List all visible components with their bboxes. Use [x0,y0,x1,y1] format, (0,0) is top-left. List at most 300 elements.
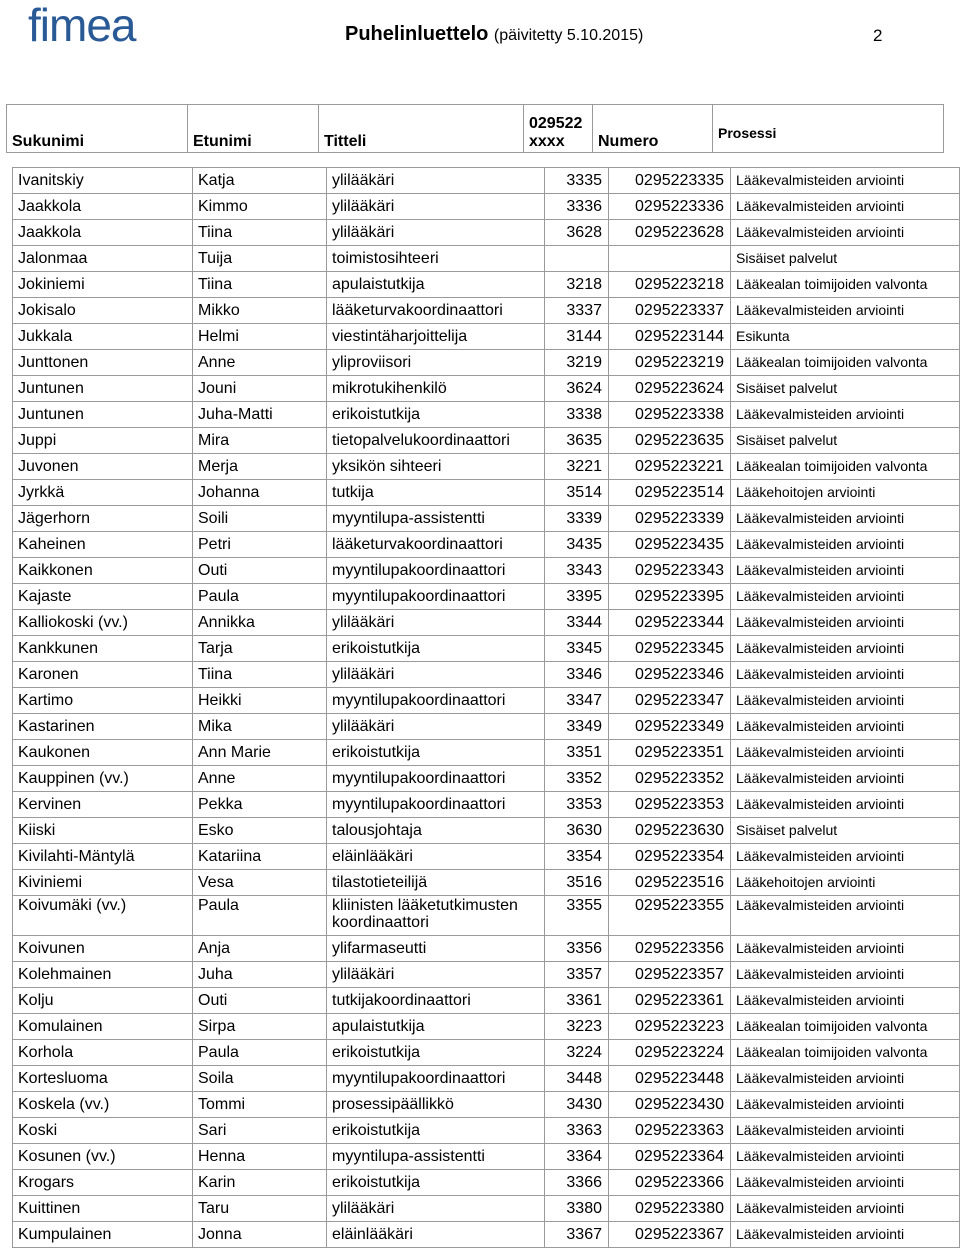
cell-prosessi: Lääkevalmisteiden arviointi [731,766,960,792]
cell-sukunimi: Kivilahti-Mäntylä [13,844,193,870]
table-row [13,896,960,936]
cell-prosessi: Lääkevalmisteiden arviointi [731,194,960,220]
cell-prosessi: Lääkevalmisteiden arviointi [731,844,960,870]
cell-numero: 0295223219 [609,350,731,376]
cell-extension: 3356 [545,936,609,962]
cell-titteli: ylilääkäri [327,714,545,740]
cell-sukunimi: Kaukonen [13,740,193,766]
cell-extension: 3338 [545,402,609,428]
cell-etunimi: Anne [193,766,327,792]
col-sukunimi: Sukunimi [7,105,188,153]
cell-titteli: eläinlääkäri [327,1222,545,1248]
cell-numero: 0295223448 [609,1066,731,1092]
cell-prosessi: Sisäiset palvelut [731,818,960,844]
cell-sukunimi: Kaheinen [13,532,193,558]
cell-extension: 3357 [545,962,609,988]
cell-titteli: erikoistutkija [327,740,545,766]
cell-sukunimi: Kartimo [13,688,193,714]
cell-sukunimi: Kortesluoma [13,1066,193,1092]
cell-prosessi: Lääkevalmisteiden arviointi [731,584,960,610]
cell-sukunimi: Kankkunen [13,636,193,662]
cell-prosessi: Lääkehoitojen arviointi [731,870,960,896]
cell-prosessi: Lääkevalmisteiden arviointi [731,506,960,532]
cell-prosessi: Lääkehoitojen arviointi [731,480,960,506]
cell-etunimi: Juha-Matti [193,402,327,428]
cell-numero: 0295223624 [609,376,731,402]
cell-etunimi: Anne [193,350,327,376]
cell-etunimi: Karin [193,1170,327,1196]
cell-etunimi: Helmi [193,324,327,350]
cell-prosessi: Esikunta [731,324,960,350]
table-row [13,1092,960,1118]
cell-etunimi: Mika [193,714,327,740]
cell-etunimi: Ann Marie [193,740,327,766]
cell-sukunimi: Jokiniemi [13,272,193,298]
cell-titteli: ylilääkäri [327,962,545,988]
cell-numero: 0295223635 [609,428,731,454]
cell-extension: 3344 [545,610,609,636]
cell-extension: 3219 [545,350,609,376]
cell-prosessi: Lääkealan toimijoiden valvonta [731,272,960,298]
cell-titteli: myyntilupakoordinaattori [327,584,545,610]
table-row [13,988,960,1014]
table-row [13,584,960,610]
cell-titteli: erikoistutkija [327,402,545,428]
cell-titteli: prosessipäällikkö [327,1092,545,1118]
cell-sukunimi: Jyrkkä [13,480,193,506]
cell-prosessi: Sisäiset palvelut [731,376,960,402]
cell-extension: 3395 [545,584,609,610]
table-row [13,1118,960,1144]
cell-prosessi: Lääkevalmisteiden arviointi [731,988,960,1014]
col-titteli: Titteli [319,105,524,153]
cell-titteli: ylilääkäri [327,168,545,194]
cell-numero: 0295223367 [609,1222,731,1248]
cell-extension: 3516 [545,870,609,896]
cell-extension: 3354 [545,844,609,870]
cell-sukunimi: Kumpulainen [13,1222,193,1248]
cell-sukunimi: Ivanitskiy [13,168,193,194]
cell-titteli: talousjohtaja [327,818,545,844]
cell-extension: 3335 [545,168,609,194]
cell-extension: 3351 [545,740,609,766]
cell-sukunimi: Kastarinen [13,714,193,740]
cell-sukunimi: Korhola [13,1040,193,1066]
table-row [13,1014,960,1040]
cell-sukunimi: Juppi [13,428,193,454]
cell-titteli: tietopalvelukoordinaattori [327,428,545,454]
cell-numero: 0295223336 [609,194,731,220]
cell-sukunimi: Kolju [13,988,193,1014]
cell-sukunimi: Jaakkola [13,220,193,246]
cell-extension: 3430 [545,1092,609,1118]
cell-extension: 3349 [545,714,609,740]
cell-etunimi: Soila [193,1066,327,1092]
cell-titteli: ylilääkäri [327,610,545,636]
cell-prosessi: Lääkevalmisteiden arviointi [731,1118,960,1144]
cell-numero: 0295223144 [609,324,731,350]
cell-sukunimi: Koskela (vv.) [13,1092,193,1118]
cell-prosessi: Lääkevalmisteiden arviointi [731,1092,960,1118]
cell-titteli: myyntilupa-assistentti [327,1144,545,1170]
cell-sukunimi: Kiiski [13,818,193,844]
cell-etunimi: Tarja [193,636,327,662]
table-row [13,194,960,220]
table-row [13,1144,960,1170]
table-row [13,818,960,844]
updated-date: (päivitetty 5.10.2015) [493,27,644,44]
cell-extension: 3345 [545,636,609,662]
cell-etunimi: Vesa [193,870,327,896]
cell-titteli: yksikön sihteeri [327,454,545,480]
cell-sukunimi: Kuittinen [13,1196,193,1222]
cell-titteli: lääketurvakoordinaattori [327,298,545,324]
cell-numero: 0295223356 [609,936,731,962]
cell-numero: 0295223339 [609,506,731,532]
cell-extension: 3221 [545,454,609,480]
cell-prosessi: Lääkevalmisteiden arviointi [731,896,960,936]
cell-etunimi: Tuija [193,246,327,272]
cell-sukunimi: Jägerhorn [13,506,193,532]
cell-prosessi: Lääkevalmisteiden arviointi [731,636,960,662]
cell-titteli: ylilääkäri [327,662,545,688]
cell-sukunimi: Koski [13,1118,193,1144]
cell-etunimi: Annikka [193,610,327,636]
cell-etunimi: Soili [193,506,327,532]
cell-prosessi: Lääkevalmisteiden arviointi [731,714,960,740]
table-row [13,1196,960,1222]
cell-prosessi: Lääkevalmisteiden arviointi [731,962,960,988]
cell-extension: 3361 [545,988,609,1014]
table-row [13,1066,960,1092]
cell-titteli: apulaistutkija [327,1014,545,1040]
cell-prosessi: Lääkevalmisteiden arviointi [731,740,960,766]
cell-sukunimi: Jokisalo [13,298,193,324]
table-row [13,402,960,428]
table-row [13,766,960,792]
column-header-row [7,105,944,153]
cell-titteli: myyntilupakoordinaattori [327,1066,545,1092]
cell-prosessi: Lääkevalmisteiden arviointi [731,402,960,428]
cell-sukunimi: Kajaste [13,584,193,610]
cell-titteli: tutkija [327,480,545,506]
column-header-table [6,104,944,153]
cell-etunimi: Tommi [193,1092,327,1118]
cell-numero: 0295223346 [609,662,731,688]
col-extension-line1: 029522 [529,115,583,132]
table-row [13,168,960,194]
cell-sukunimi: Koivunen [13,936,193,962]
cell-titteli: ylilääkäri [327,194,545,220]
cell-numero: 0295223223 [609,1014,731,1040]
cell-numero: 0295223514 [609,480,731,506]
cell-prosessi: Lääkevalmisteiden arviointi [731,936,960,962]
phone-directory-table [12,167,960,1248]
col-numero: Numero [593,105,713,153]
cell-numero: 0295223628 [609,220,731,246]
cell-sukunimi: Kauppinen (vv.) [13,766,193,792]
cell-etunimi: Sirpa [193,1014,327,1040]
cell-numero: 0295223353 [609,792,731,818]
cell-prosessi: Lääkealan toimijoiden valvonta [731,454,960,480]
cell-etunimi: Merja [193,454,327,480]
cell-titteli: ylifarmaseutti [327,936,545,962]
cell-numero: 0295223337 [609,298,731,324]
table-row [13,936,960,962]
table-row [13,558,960,584]
cell-prosessi: Lääkealan toimijoiden valvonta [731,350,960,376]
cell-titteli: erikoistutkija [327,1118,545,1144]
table-row [13,428,960,454]
cell-prosessi: Lääkevalmisteiden arviointi [731,532,960,558]
cell-etunimi: Tiina [193,220,327,246]
cell-extension: 3514 [545,480,609,506]
cell-sukunimi: Kervinen [13,792,193,818]
cell-etunimi: Esko [193,818,327,844]
title-text: Puhelinluettelo [345,23,489,45]
table-row [13,1222,960,1248]
cell-etunimi: Kimmo [193,194,327,220]
cell-numero: 0295223430 [609,1092,731,1118]
table-row [13,688,960,714]
cell-prosessi: Lääkevalmisteiden arviointi [731,1144,960,1170]
document-title [345,23,643,46]
cell-numero: 0295223349 [609,714,731,740]
cell-numero: 0295223344 [609,610,731,636]
cell-titteli: myyntilupakoordinaattori [327,792,545,818]
cell-prosessi: Lääkevalmisteiden arviointi [731,688,960,714]
cell-sukunimi: Juvonen [13,454,193,480]
table-row [13,272,960,298]
cell-prosessi: Sisäiset palvelut [731,428,960,454]
cell-titteli: apulaistutkija [327,272,545,298]
cell-extension: 3355 [545,896,609,936]
col-extension [524,105,593,153]
cell-sukunimi: Juntunen [13,376,193,402]
cell-etunimi: Mikko [193,298,327,324]
table-row [13,324,960,350]
table-row [13,844,960,870]
cell-titteli: myyntilupakoordinaattori [327,688,545,714]
cell-numero: 0295223351 [609,740,731,766]
cell-sukunimi: Kaikkonen [13,558,193,584]
cell-etunimi: Mira [193,428,327,454]
table-row [13,532,960,558]
cell-extension: 3224 [545,1040,609,1066]
cell-titteli: ylilääkäri [327,220,545,246]
cell-sukunimi: Kosunen (vv.) [13,1144,193,1170]
col-extension-line2: xxxx [529,133,565,150]
table-row [13,1170,960,1196]
cell-prosessi: Lääkevalmisteiden arviointi [731,558,960,584]
cell-prosessi: Lääkevalmisteiden arviointi [731,1066,960,1092]
cell-numero: 0295223357 [609,962,731,988]
cell-extension: 3366 [545,1170,609,1196]
cell-extension: 3353 [545,792,609,818]
cell-extension: 3380 [545,1196,609,1222]
cell-sukunimi: Komulainen [13,1014,193,1040]
cell-sukunimi: Jukkala [13,324,193,350]
cell-prosessi: Lääkevalmisteiden arviointi [731,662,960,688]
cell-numero: 0295223380 [609,1196,731,1222]
cell-prosessi: Lääkevalmisteiden arviointi [731,1222,960,1248]
cell-etunimi: Heikki [193,688,327,714]
cell-numero: 0295223335 [609,168,731,194]
cell-extension: 3343 [545,558,609,584]
cell-etunimi: Jonna [193,1222,327,1248]
cell-titteli: tutkijakoordinaattori [327,988,545,1014]
cell-numero: 0295223630 [609,818,731,844]
cell-titteli: tilastotieteilijä [327,870,545,896]
cell-prosessi: Lääkevalmisteiden arviointi [731,610,960,636]
cell-etunimi: Petri [193,532,327,558]
table-row [13,220,960,246]
cell-sukunimi: Jalonmaa [13,246,193,272]
cell-numero: 0295223366 [609,1170,731,1196]
cell-sukunimi: Jaakkola [13,194,193,220]
cell-numero: 0295223395 [609,584,731,610]
cell-numero: 0295223363 [609,1118,731,1144]
cell-numero: 0295223218 [609,272,731,298]
cell-extension: 3223 [545,1014,609,1040]
cell-titteli: erikoistutkija [327,1040,545,1066]
cell-titteli: mikrotukihenkilö [327,376,545,402]
table-row [13,714,960,740]
cell-etunimi: Tiina [193,662,327,688]
cell-extension: 3337 [545,298,609,324]
table-row [13,792,960,818]
cell-etunimi: Katariina [193,844,327,870]
cell-extension: 3435 [545,532,609,558]
cell-etunimi: Katja [193,168,327,194]
cell-sukunimi: Kalliokoski (vv.) [13,610,193,636]
cell-sukunimi: Kiviniemi [13,870,193,896]
cell-titteli: erikoistutkija [327,636,545,662]
table-row [13,636,960,662]
cell-etunimi: Paula [193,896,327,936]
cell-titteli: yliproviisori [327,350,545,376]
cell-titteli: ylilääkäri [327,1196,545,1222]
col-prosessi: Prosessi [713,105,944,153]
cell-etunimi: Jouni [193,376,327,402]
cell-extension: 3144 [545,324,609,350]
cell-prosessi: Lääkevalmisteiden arviointi [731,220,960,246]
table-row [13,740,960,766]
cell-extension: 3339 [545,506,609,532]
cell-prosessi: Lääkevalmisteiden arviointi [731,298,960,324]
cell-etunimi: Tiina [193,272,327,298]
cell-prosessi: Lääkevalmisteiden arviointi [731,1196,960,1222]
cell-etunimi: Henna [193,1144,327,1170]
cell-titteli: myyntilupa-assistentti [327,506,545,532]
cell-sukunimi: Junttonen [13,350,193,376]
cell-titteli: eläinlääkäri [327,844,545,870]
cell-extension: 3448 [545,1066,609,1092]
cell-numero: 0295223435 [609,532,731,558]
cell-numero [609,246,731,272]
table-row [13,610,960,636]
cell-titteli: kliinisten lääketutkimusten koordinaattori [327,896,545,936]
cell-numero: 0295223352 [609,766,731,792]
cell-etunimi: Sari [193,1118,327,1144]
cell-numero: 0295223345 [609,636,731,662]
cell-extension: 3635 [545,428,609,454]
fimea-logo: fimea [28,0,136,51]
cell-extension: 3347 [545,688,609,714]
cell-etunimi: Anja [193,936,327,962]
cell-prosessi: Lääkealan toimijoiden valvonta [731,1040,960,1066]
table-row [13,246,960,272]
cell-extension: 3628 [545,220,609,246]
cell-prosessi: Lääkevalmisteiden arviointi [731,168,960,194]
cell-numero: 0295223354 [609,844,731,870]
cell-prosessi: Lääkevalmisteiden arviointi [731,792,960,818]
cell-numero: 0295223516 [609,870,731,896]
table-row [13,298,960,324]
cell-etunimi: Juha [193,962,327,988]
table-row [13,480,960,506]
cell-numero: 0295223343 [609,558,731,584]
cell-sukunimi: Krogars [13,1170,193,1196]
cell-extension: 3346 [545,662,609,688]
cell-etunimi: Outi [193,988,327,1014]
table-row [13,506,960,532]
cell-titteli: viestintäharjoittelija [327,324,545,350]
cell-extension: 3218 [545,272,609,298]
cell-numero: 0295223355 [609,896,731,936]
cell-extension: 3367 [545,1222,609,1248]
cell-numero: 0295223364 [609,1144,731,1170]
table-row [13,350,960,376]
cell-extension: 3363 [545,1118,609,1144]
cell-titteli: toimistosihteeri [327,246,545,272]
cell-extension: 3336 [545,194,609,220]
cell-extension [545,246,609,272]
cell-prosessi: Sisäiset palvelut [731,246,960,272]
cell-etunimi: Taru [193,1196,327,1222]
cell-numero: 0295223338 [609,402,731,428]
table-row [13,376,960,402]
page-number: 2 [873,26,883,45]
col-etunimi: Etunimi [188,105,319,153]
table-row [13,870,960,896]
table-row [13,1040,960,1066]
cell-extension: 3352 [545,766,609,792]
cell-numero: 0295223221 [609,454,731,480]
cell-sukunimi: Kolehmainen [13,962,193,988]
cell-titteli: myyntilupakoordinaattori [327,558,545,584]
cell-numero: 0295223224 [609,1040,731,1066]
table-row [13,662,960,688]
cell-sukunimi: Karonen [13,662,193,688]
cell-etunimi: Outi [193,558,327,584]
cell-numero: 0295223347 [609,688,731,714]
cell-etunimi: Paula [193,1040,327,1066]
cell-titteli: erikoistutkija [327,1170,545,1196]
cell-extension: 3630 [545,818,609,844]
cell-numero: 0295223361 [609,988,731,1014]
cell-titteli: lääketurvakoordinaattori [327,532,545,558]
cell-sukunimi: Koivumäki (vv.) [13,896,193,936]
cell-sukunimi: Juntunen [13,402,193,428]
table-row [13,962,960,988]
cell-prosessi: Lääkealan toimijoiden valvonta [731,1014,960,1040]
cell-etunimi: Pekka [193,792,327,818]
cell-extension: 3364 [545,1144,609,1170]
cell-titteli: myyntilupakoordinaattori [327,766,545,792]
cell-etunimi: Paula [193,584,327,610]
cell-prosessi: Lääkevalmisteiden arviointi [731,1170,960,1196]
